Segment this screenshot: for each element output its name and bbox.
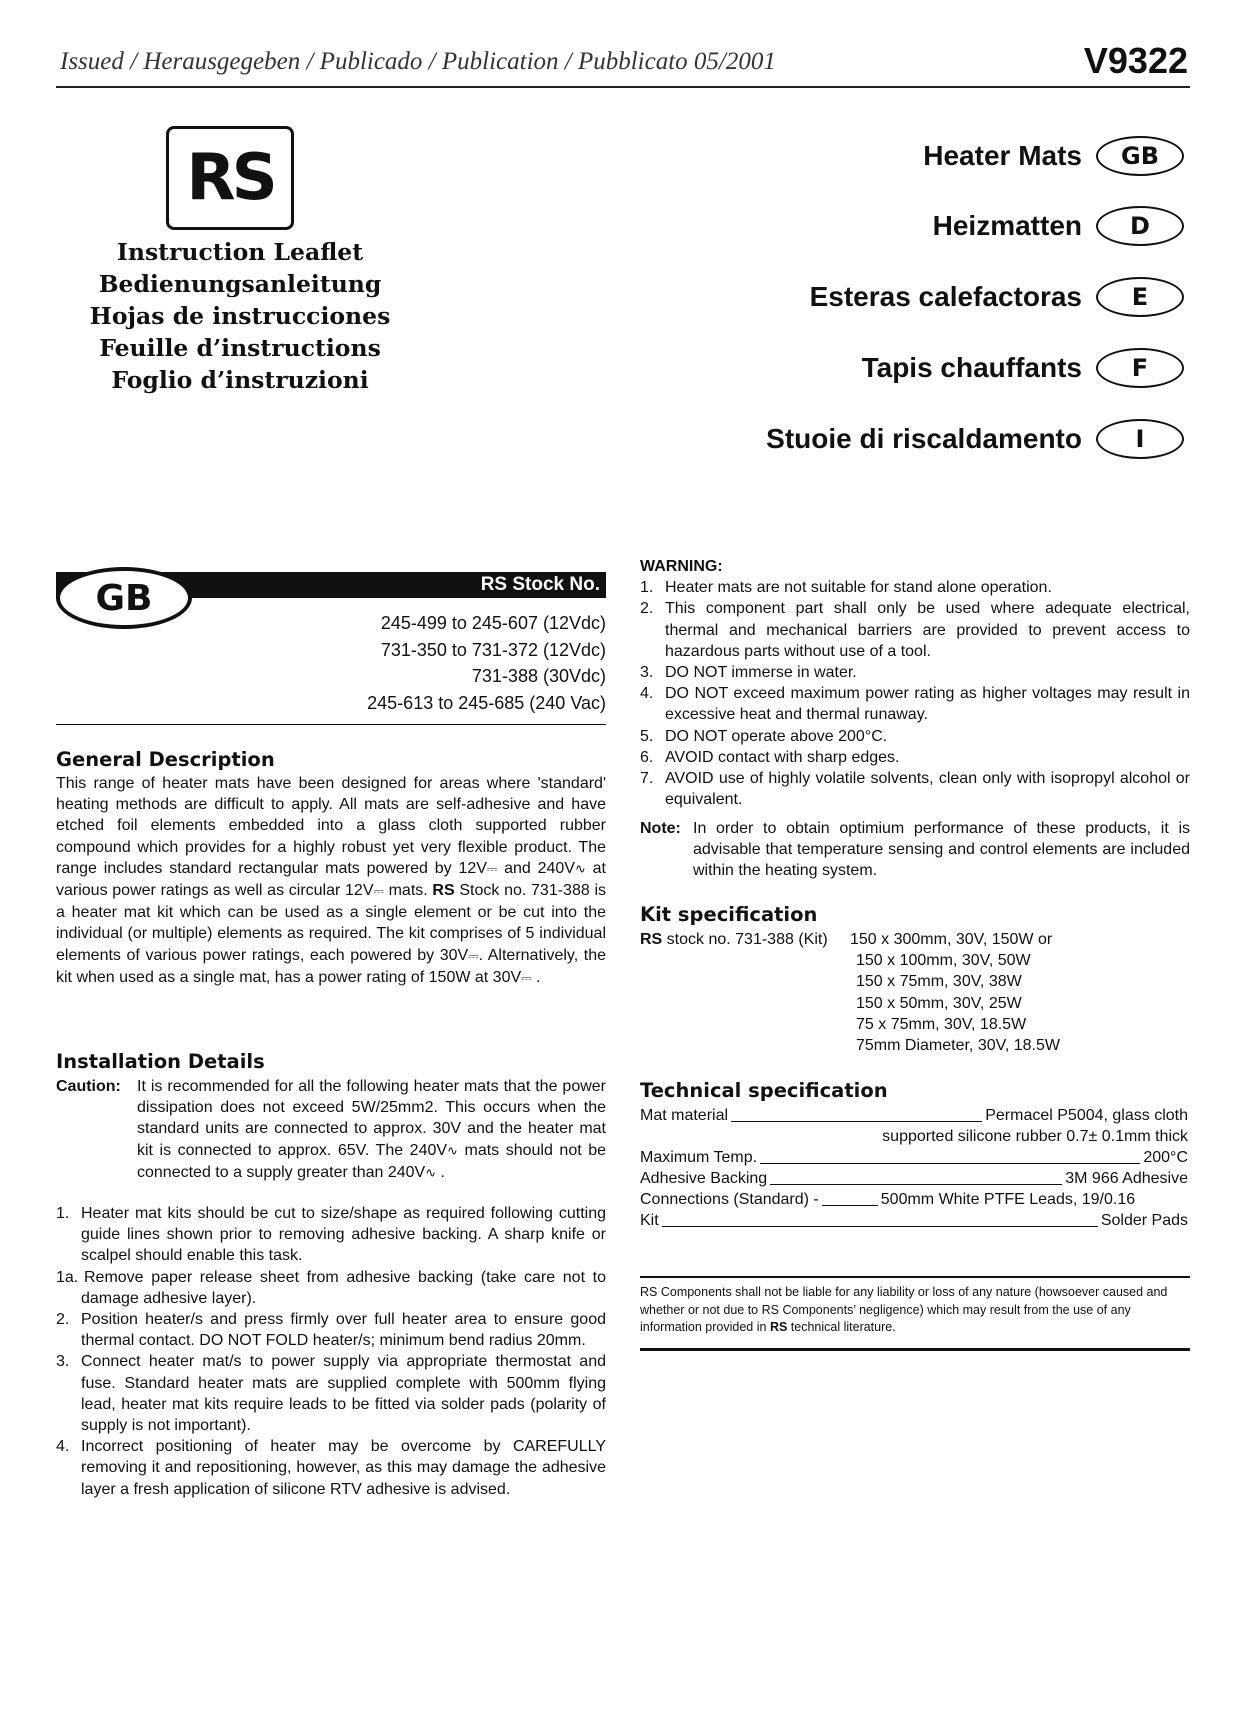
language-label: Heizmatten	[932, 210, 1082, 241]
gb-badge: GB	[56, 567, 192, 629]
general-description-heading: General Description	[56, 748, 275, 771]
ac-symbol-icon: ∿	[574, 861, 586, 877]
language-label: Stuoie di riscaldamento	[766, 423, 1082, 454]
list-item: 1a. Remove paper release sheet from adhesive backing (take care not to damage adhesive layer).	[56, 1268, 606, 1307]
title-it: Foglio d’instruzioni	[111, 366, 369, 394]
kit-specification	[640, 929, 1190, 1055]
dc-symbol-icon: ⎓	[521, 970, 532, 986]
language-label: Heater Mats	[923, 140, 1082, 171]
issued-line: Issued / Herausgegeben / Publicado / Publication / Pubblicato 05/2001	[60, 48, 776, 75]
kit-item: 150 x 50mm, 30V, 25W	[856, 994, 1022, 1012]
dc-symbol-icon: ⎓	[373, 884, 384, 900]
caution-block	[56, 1076, 606, 1184]
warning-title: WARNING:	[640, 558, 723, 575]
list-item: 6. AVOID contact with sharp edges.	[640, 748, 900, 766]
note-block	[640, 818, 1190, 882]
language-row-e	[810, 275, 1184, 319]
rs-logo-text: RS	[186, 141, 274, 215]
kit-item: 75mm Diameter, 30V, 18.5W	[856, 1037, 1060, 1055]
list-item: 3. DO NOT immerse in water.	[640, 664, 857, 682]
kit-specification-heading: Kit specification	[640, 903, 818, 926]
list-item: 5. DO NOT operate above 200°C.	[640, 727, 888, 745]
kit-label: RS stock no. 731-388 (Kit)	[640, 931, 828, 948]
caution-label: Caution:	[56, 1078, 121, 1095]
list-item: 1. Heater mats are not suitable for stand alone operation.	[640, 579, 1052, 597]
list-item: 4. DO NOT exceed maximum power rating as higher voltages may result in excessive heat and thermal runaway.	[640, 685, 1190, 724]
general-description-text: This range of heater mats have been designed for areas where 'standard' heating methods are difficult to apply. All mats are self-adhesive and have etched foil elements embedded into a glass cloth supported rubber compound which provides for a highly robust yet very flexible product. The range includes standard rectangular mats powered by 12V⎓ and 240V∿ at various power ratings as well as circular 12V⎓ mats. RS Stock no. 731-388 is a heater mat kit which can be used as a single element or be cut into the individual (or multiple) elements as required. The kit comprises of 5 individual elements of various power ratings, each powered by 30V⎓. Alternatively, the kit when used as a single mat, has a power rating of 150W at 30V⎓ .	[56, 775, 607, 986]
tech-row-connections: Connections (Standard) - 500mm White PTFE Leads, 19/0.16	[640, 1191, 1136, 1208]
stock-number-heading	[250, 573, 600, 597]
document-code: V9322	[1083, 40, 1188, 81]
stock-rs: RS	[480, 574, 508, 595]
ac-symbol-icon: ∿	[447, 1143, 458, 1159]
title-en: Instruction Leaflet	[116, 238, 364, 266]
list-item: 1. Heater mat kits should be cut to size/shape as required following cutting guide lines shown prior to removing adhesive backing. A sharp knife or scalpel should enable this task.	[56, 1205, 606, 1265]
language-row-d	[933, 204, 1184, 248]
note-text: In order to obtain optimium performance of these products, it is advisable that temperature sensing and control elements are included within the heating system.	[693, 820, 1190, 880]
kit-item: 75 x 75mm, 30V, 18.5W	[856, 1015, 1027, 1033]
language-code-badge: D	[1096, 206, 1184, 246]
installation-heading: Installation Details	[56, 1050, 265, 1073]
list-item: 4. Incorrect positioning of heater may be overcome by CAREFULLY removing it and repositioning, however, as this may damage the adhesive layer a fresh application of silicone RTV adhesive is advised.	[56, 1438, 606, 1498]
language-code-badge: F	[1096, 348, 1184, 388]
stock-label: Stock No.	[512, 574, 600, 595]
rs-logo	[166, 126, 294, 230]
tech-row-temp: Maximum Temp. 200°C	[640, 1149, 1188, 1166]
warning-block	[640, 556, 1190, 810]
ac-symbol-icon: ∿	[425, 1165, 437, 1181]
stock-number: 731-350 to 731-372 (12Vdc)	[380, 639, 606, 660]
disclaimer-top-rule	[640, 1276, 1190, 1278]
installation-steps	[56, 1203, 606, 1500]
leaflet-titles	[60, 236, 420, 396]
title-es: Hojas de instrucciones	[89, 302, 391, 330]
stock-rule	[56, 724, 606, 725]
dc-symbol-icon: ⎓	[486, 861, 498, 877]
header-rule	[56, 86, 1190, 88]
language-row-gb	[923, 134, 1184, 178]
language-code-badge: GB	[1096, 136, 1184, 176]
kit-items	[850, 929, 1060, 1056]
list-item: 7. AVOID use of highly volatile solvents, clean only with isopropyl alcohol or equivalent.	[640, 770, 1190, 809]
kit-item: 150 x 100mm, 30V, 50W	[856, 952, 1031, 970]
technical-specification-heading: Technical specification	[640, 1079, 888, 1102]
list-item: 2. Position heater/s and press firmly over full heater area to ensure good thermal contact. DO NOT FOLD heater/s; minimum bend radius 20mm.	[56, 1311, 606, 1350]
stock-number: 731-388 (30Vdc)	[471, 666, 606, 686]
tech-row-kit: Kit Solder Pads	[640, 1212, 1188, 1229]
tech-mat-value-line2: supported silicone rubber 0.7± 0.1mm thick	[882, 1128, 1188, 1145]
language-row-f	[862, 346, 1184, 390]
disclaimer-text: RS Components shall not be liable for any liability or loss of any nature (howsoever caused and whether or not due to RS Components’ negligence) which may result from the use of any information provided in RS technical literature.	[640, 1285, 1168, 1334]
tech-row-adhesive: Adhesive Backing 3M 966 Adhesive	[640, 1170, 1188, 1187]
tech-row-mat: Mat material Permacel P5004, glass cloth	[640, 1107, 1188, 1124]
dc-symbol-icon: ⎓	[468, 948, 479, 964]
language-label: Tapis chauffants	[861, 352, 1082, 383]
disclaimer-bottom-rule	[640, 1348, 1190, 1351]
kit-item: 150 x 75mm, 30V, 38W	[856, 973, 1022, 991]
caution-text: It is recommended for all the following heater mats that the power dissipation does not exceed 5W/25mm2. This occurs when the standard units are connected to approx. 30V and the heater mat kit is connected to approx. 65V. The 240V∿ mats should not be connected to a supply greater than 240V∿ .	[137, 1078, 607, 1181]
language-code-badge: E	[1096, 277, 1184, 317]
language-label: Esteras calefactoras	[809, 281, 1082, 312]
stock-number: 245-613 to 245-685 (240 Vac)	[367, 692, 606, 713]
language-row-i	[766, 417, 1184, 461]
title-fr: Feuille d’instructions	[99, 334, 381, 362]
stock-number-list	[250, 610, 606, 716]
kit-item: 150 x 300mm, 30V, 150W or	[850, 931, 1053, 948]
list-item: 3. Connect heater mat/s to power supply via appropriate thermostat and fuse. Standard heater mats are supplied complete with 500mm flying lead, heater mat kits require leads to be fitted via solder pads (polarity of supply is not important).	[56, 1353, 606, 1435]
note-label: Note:	[640, 820, 681, 837]
language-code-badge: I	[1096, 419, 1184, 459]
list-item: 2. This component part shall only be used where adequate electrical, thermal and mechanical barriers are provided to prevent access to hazardous parts without use of a tool.	[640, 600, 1190, 660]
stock-number: 245-499 to 245-607 (12Vdc)	[380, 613, 606, 633]
title-de: Bedienungsanleitung	[98, 270, 382, 298]
